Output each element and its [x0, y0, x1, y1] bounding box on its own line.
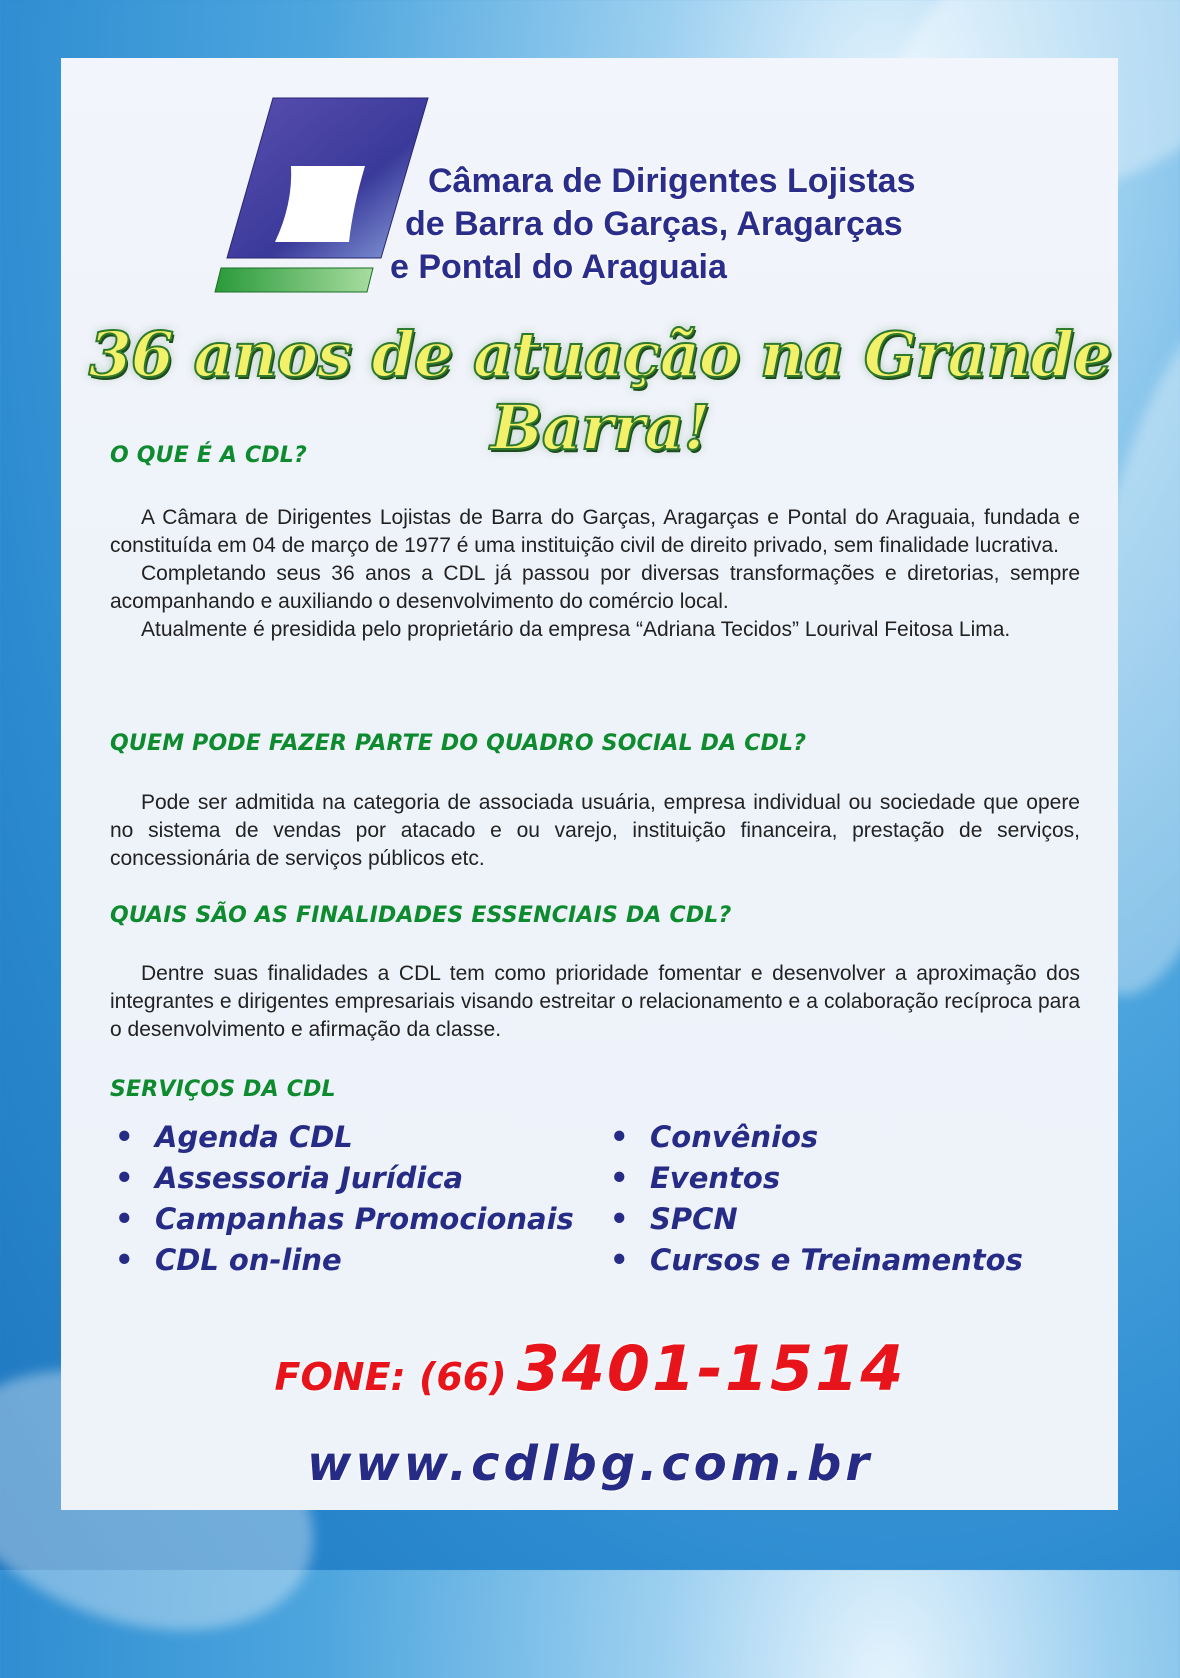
paragraph: A Câmara de Dirigentes Lojistas de Barra do Garças, Aragarças e Pontal do Araguaia, fundada e constituída em 04 de março de 1977 é uma instituição civil de direito privado, sem finalidade lucrativa.	[110, 506, 1080, 557]
service-item	[115, 1161, 574, 1202]
bullet: •	[610, 1161, 629, 1195]
service-item	[610, 1202, 1023, 1243]
who-can-join-text	[110, 789, 1080, 873]
service-item	[610, 1120, 1023, 1161]
org-name-line-2: de Barra do Garças, Aragarças	[405, 205, 903, 243]
heading-purposes: QUAIS SÃO AS FINALIDADES ESSENCIAIS DA CDL?	[110, 903, 732, 928]
services-column-right	[610, 1120, 1023, 1284]
org-name-line-3: e Pontal do Araguaia	[390, 248, 727, 286]
bullet: •	[610, 1202, 629, 1236]
paragraph: Pode ser admitida na categoria de associada usuária, empresa individual ou sociedade que opere no sistema de vendas por atacado e ou varejo, instituição financeira, prestação de serviços, concessionária de serviços públicos etc.	[110, 791, 1080, 870]
bullet: •	[115, 1161, 134, 1195]
service-label: Convênios	[650, 1120, 819, 1154]
service-label: Eventos	[650, 1161, 781, 1195]
service-label: Agenda CDL	[155, 1120, 353, 1154]
service-item	[610, 1161, 1023, 1202]
service-label: CDL on-line	[155, 1243, 342, 1277]
purposes-text	[110, 960, 1080, 1044]
bullet: •	[610, 1243, 629, 1277]
phone-number	[0, 1332, 1180, 1405]
heading-who-can-join: QUEM PODE FAZER PARTE DO QUADRO SOCIAL DA CDL?	[110, 731, 807, 756]
service-item	[115, 1243, 574, 1284]
service-item	[610, 1243, 1023, 1284]
organization-name	[390, 160, 970, 289]
bullet: •	[115, 1243, 134, 1277]
bullet: •	[115, 1120, 134, 1154]
service-item	[115, 1202, 574, 1243]
org-name-line-1: Câmara de Dirigentes Lojistas	[428, 162, 916, 200]
service-label: Assessoria Jurídica	[155, 1161, 464, 1195]
heading-services: SERVIÇOS DA CDL	[110, 1077, 336, 1102]
heading-what-is-cdl: O QUE É A CDL?	[110, 443, 307, 468]
service-label: SPCN	[650, 1202, 738, 1236]
what-is-cdl-text	[110, 504, 1080, 644]
services-column-left	[115, 1120, 574, 1284]
paragraph: Completando seus 36 anos a CDL já passou por diversas transformações e diretorias, sempre acompanhando e auxiliando o desenvolvimento do comércio local.	[110, 562, 1080, 613]
phone-digits: 3401-1514	[516, 1332, 906, 1405]
paragraph: Dentre suas finalidades a CDL tem como prioridade fomentar e desenvolver a aproximação dos integrantes e dirigentes empresariais visando estreitar o relacionamento e a colaboração recíproca para o desenvolvimento e afirmação da classe.	[110, 962, 1080, 1041]
slogan: 36 anos de atuação na Grande Barra!	[88, 318, 1112, 464]
service-label: Campanhas Promocionais	[155, 1202, 574, 1236]
bullet: •	[610, 1120, 629, 1154]
website-url: www.cdlbg.com.br	[306, 1436, 874, 1492]
service-label: Cursos e Treinamentos	[650, 1243, 1023, 1277]
service-item	[115, 1120, 574, 1161]
phone-prefix: FONE: (66)	[274, 1355, 507, 1399]
paragraph: Atualmente é presidida pelo proprietário da empresa “Adriana Tecidos” Lourival Feitosa Lima.	[141, 618, 1011, 641]
bullet: •	[115, 1202, 134, 1236]
